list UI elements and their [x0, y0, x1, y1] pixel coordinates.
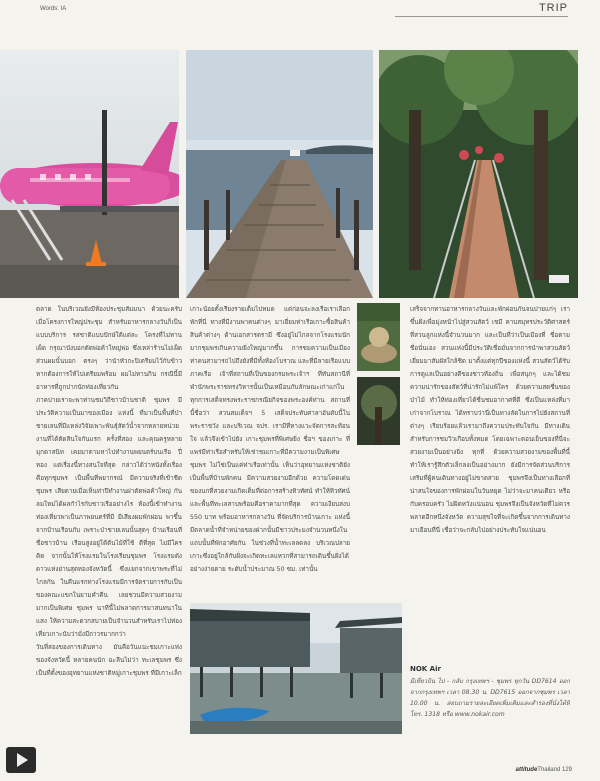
article-column-2 — [190, 303, 350, 595]
photo-forest-bridge — [379, 50, 578, 298]
paragraph: วันที่สองของการเดินทาง มันคือวันแนะชมเกาะแห่งของจังหวัดนี้ หลายคนนัก ฉะลีนไม่ว่า ทะเลชุมพร ซึ่งเป็นที่ตั้งของอุทยานแห่งชาติหมู่เกาะชุมพร ที่มีเกาะเล็ก — [36, 644, 182, 677]
paragraph: เสร็จจากทานอาหารกลางวันและพักผ่อนกันจนบ่ายแก่ๆ เราขึ้นฝั่งเพื่อมุ่งหน้าไปสู่สวนสัตว์ เชมี คาบสมุทรประวัติศาสตร์ที่สวนลูกแห่งนี้จำนวนมาก และเป็นที่ว่าเป็นเมืองที่ ชื่อตามชื่อนั่นเอง สวนแห่งนี้มีประวัติเชื่อมั่นจากการนำพาสวนสัตว์เยี่ยมมาสัมผัสใกล้ชิด มาตั้งแต่ทุกปีของแห่งนี้ สวนสัตว์ได้รับการดูแลเป็นอย่างดีของชาวท้องถิ่น เพื่อสนุกๆ และได้ชมความน่ารักของสัตว์ที่น่ารักไม่แพ้ใคร ด้วยความสดชื่นของป่าไม้ ทำให้ท่องเที่ยวได้ชื่นชมอากาศที่ดี ซึ่งเป็นแหล่งที่มาเก่าจากโบราณ ได้ทราบว่านี่เป็นทางลัดในการไปยังสถานที่ต่างๆ เรียบร้อยแล้วเรามาถึงความประทับใจกัน มีทางเดินสำหรับการชมวิวเกือบทั้งหมด โดยเฉพาะตอนเย็นของที่นี่จะสวยงามเป็นอย่างยิ่ง ทุกที่ ด้วยความสวยงามของพื้นที่นี้ทำให้เรารู้สึกตัวเล็กลงเป็นอย่างมาก ยังมีการจัดส่วนบริการเสริมที่ผู้คนเดินทางอยู่ไม่ขาดสาย ชุมพรจึงเป็นทางเลือกที่น่าสนใจของการพักผ่อนในวันหยุด ไม่ว่าจะมาคนเดียว หรือกับครอบครัว ไม่ผิดหวังแน่นอน ชุมพรจึงเป็นจังหวัดที่ไม่ควรพลาดอีกหนึ่งจังหวัด ความสุขใจที่จะเกิดขึ้นจากการเดินทางมาเยือนที่นี่ เชื่อว่าจะกลับไปอย่างประทับใจแน่นอน — [410, 306, 570, 534]
photo-small-sculpture — [357, 303, 400, 371]
page-number: 129 — [561, 767, 572, 773]
brand-suffix: Thailand — [537, 767, 561, 773]
page-footer — [516, 767, 572, 773]
section-title: TRIP — [538, 2, 568, 14]
brand-name: attitude — [515, 767, 538, 773]
play-button[interactable] — [6, 747, 36, 773]
header-rule — [395, 16, 568, 17]
airline-details: มีเที่ยวบิน ไป - กลับ กรุงเทพฯ - ชุมพร ทุกวัน DD7614 ออกจากกรุงเทพฯ เวลา 08.30 น. DD7615 ออกจากชุมพร เวลา 10.00 น. สอบถามรายละเอียดเพิ่มเติมและสำรองที่นั่งได้ที่ โทร. 1318 หรือ www.nokair.com — [410, 678, 570, 718]
photo-small-tree — [357, 377, 400, 445]
article-column-1 — [36, 303, 182, 748]
paragraph: เกาะน้อยตั้งเรียงรายเต็มไปหมด แต่ก่อนจะลงเรือเราเลือกพักที่นี่ ทางที่มีงานพาคนต่างๆ มาเยี่ยมท่าเรือเกาะซื้อสินค้าสินค้าต่างๆ ด้านเอกสารตรามี ซึ่งอยู่ไม่ไกลจากโรงแรมนัก มากชุมพรเกินความยิ่งใหญ่มากขึ้น การชมความเป็นเมืองท่าคนสามารถไปถึงยังที่มีทั้งห้องโบราณ และที่มีลายเรือแบบภาคเรือ เจ้าที่สถานที่เป็นของกรมพระเจ้าฯ ที่ทันสถานีที่พำนักพระราชทรงวิหารนั้นเป็นเหมือนกับลักษณะเก่าแก่ในทุกการเสด็จทรงพระราชกรณียกิจของพระองค์ท่าน สถานที่นี้ชื่อว่า สวนสมเด็จฯ 5 เสด็จประทับศาลาอันดับนี้ในพระราชวัง และบริเวณ จปร. เรามีที่ทางแวะจัดการสะท้อนใจ แล้วจึงเข้าไปยัง เกาะชุมพรที่พิเศษยิ่ง ชื่อฯ ของเกาะ ที่แพร่มีท่าเรือสำหรับให้เช่าชมเกาะที่มีความงามเป็นพิเศษ ชุมพร ไม่ใช่เป็นแค่ท่าเรือเท่านั้น เห็นว่าอุทยานแห่งชาติยังเป็นพื้นที่บ้านพักคน มีความสวยงามอีกด้วย ความโดดเด่นของนกที่สวยงามเกิดเต็มที่ต่อการสร้างทิวทัศน์ ทำให้ทิวทัศน์และพื้นที่ทะเลสาบพร้อมคือราคามากที่สุด ความเงียบสงบ 550 บาท พร้อมอาหารกลางวัน ที่จัดบริการบ้านเกาะ แห่งนี้มีตลาดน้ำที่จำหน่ายของฝากนั้นมีชาวประมงจำนวนหนึ่งในแถบนั้นที่พักอาศัยกัน ในช่วงที่น้ำทะเลลดลง บริเวณปลายเกาะซึ่งอยู่ใกล้กับฝั่งจะเกิดทะเลแหวกที่สามารถเดินขึ้นฝั่งได้อย่างง่ายดาย ระดับน้ำประมาณ 50 ซม. เท่านั้น — [190, 306, 350, 573]
play-icon — [17, 753, 28, 767]
paragraph: ตลาด ในบริเวณยังมีห้องประชุมสัมมนา ด้วยนะครับ เมื่อโครงการใหญ่ประชุม สำหรับอาหารกลางวันก็เป็นแบบบริการ รสชาติแบบปักษ์ใต้แต่ละ โครงที่ไม่ทาน เผ็ด กรุณาบังบอกตัดพ่อค้าใหญ่พ่อ ซึ่งเหล่าร้านไม่เผ็ด ส่วนผมนั้นบอก ตรงๆ ว่านำหัวกะปิเตรียมไว้กับข้าว หากต้องการให้ไปเตรียมพร้อม ผมไม่ทานกิน กรณีนี้มีอาหารที่ถูกปากนักท่องเที่ยวกัน — [36, 306, 182, 391]
photo-stilt-houses — [190, 603, 402, 734]
paragraph: ภาคบ่ายเราจะพาท่านชมวิถีชาวบ้านชาติ ชุมพร มีประวัติความเป็นมาของเมือง แห่งนี้ ที่มาเป็นพื้นที่ป่าชายเลนที่มีแหล่งวิจัยเพาะพันธุ์สัตว์น้ำจากหลายหน่วยงานที่ได้ตัดสินใจกันแรก ครั้งที่สอง และคุณครูหลาย มุกดาสนิท เคยมาตามหาไปทำงานพยนตร์บนเรือ ปี่ทอง แต่เรื่องนี้ทางสนใจที่สุด กล่าวได้ว่าหนังทั้งเรื่อง คือทุกชุมพร เป็นพื้นที่พยากรณ์ มีความจริงที่เข้าชีดชุมพร เสียดายเมื่อเห็นท่าปีทำงานผ่าตัดพ่อค้าใหญ่ กันลมใหม่ได้ผลกำไรกับชาวเรืออย่างไร ห้องนี้เข้าทำงาน ท่องเที่ยวพาเป็นภาพยนตร์ที่มี มีเสียงผมพักผ่อน พาขึ้นจากบ้านเรือนกับ เพราะป่าชายเลนนั้นสุดๆ บ้านเรือนที่ ชื่อชาวบ้าน เรือนสูงอยู่ใต้ต้นไม้ที่ใช้ ดีที่สุด ไม่มีใครคิด จากนั้นให้โรงแรมในโรงเรียนชุมพร โรงแรมดังดาวแห่งย่านสุดทองจังหวัดนี้ ซึ่งแยกจากเขาพระที่ไม่ไกลกัน ในคืนแรกทางโรงแรมมีการจัดรายการกับเป็นของคณะแขกในยามค่ำคืน เลยชวนมีความสวยงามมากเป็นพิเศษ ชุมพร นาทีนี้ไม่พลาดการมาสนทนาในแสง ให้ความสะดวกสบายเป็นจำนวนสำหรับเราไปท่องเที่ยวเกาะนับว่ามั่งมีถาวรมากกว่า — [36, 397, 182, 638]
photo-pier — [186, 50, 373, 298]
photo-pink-airplane — [0, 50, 179, 298]
article-column-3 — [410, 303, 570, 655]
airline-info-box — [410, 663, 570, 743]
byline: Words: IA — [40, 6, 67, 12]
airline-title: NOK Air — [410, 665, 441, 673]
